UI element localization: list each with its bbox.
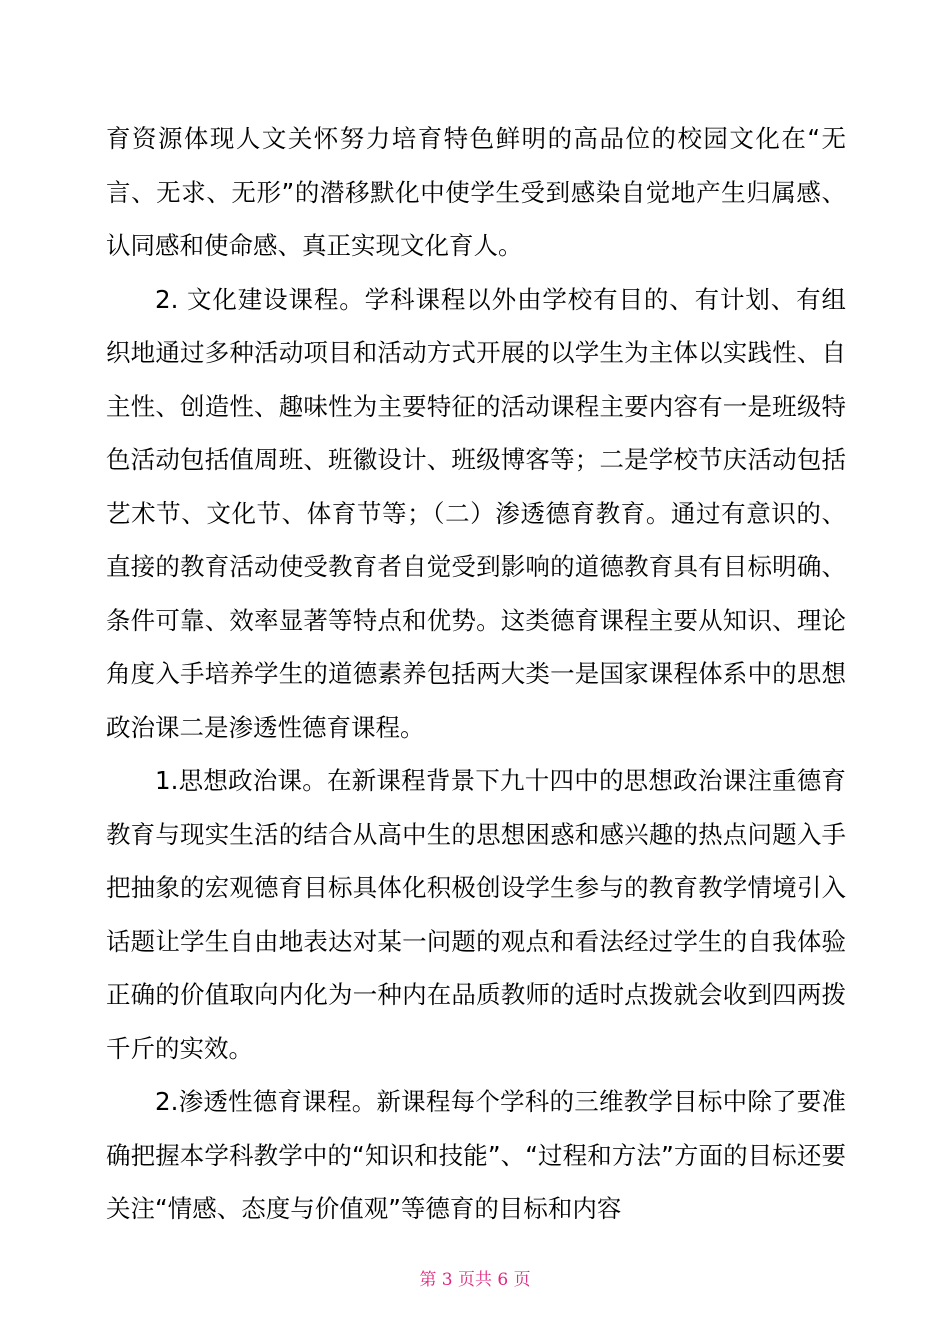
paragraph-2: 2. 文化建设课程。学科课程以外由学校有目的、有计划、有组织地通过多种活动项目和活动方式开展的以学生为主体以实践性、自主性、创造性、趣味性为主要特征的活动课程主要内容有一是班级特色活动包括值周班、班徽设计、班级博客等；二是学校节庆活动包括艺术节、文化节、体育节等；（二）渗透德育教育。通过有意识的、直接的教育活动使受教育者自觉受到影响的道德教育具有目标明确、条件可靠、效率显著等特点和优势。这类德育课程主要从知识、理论角度入手培养学生的道德素养包括两大类一是国家课程体系中的思想政治课二是渗透性德育课程。 <box>106 284 846 742</box>
paragraph-4: 2.渗透性德育课程。新课程每个学科的三维教学目标中除了要准确把握本学科教学中的“知识和技能”、“过程和方法”方面的目标还要关注“情感、态度与价值观”等德育的目标和内容 <box>106 1087 846 1223</box>
paragraph-3: 1.思想政治课。在新课程背景下九十四中的思想政治课注重德育教育与现实生活的结合从高中生的思想困惑和感兴趣的热点问题入手把抽象的宏观德育目标具体化积极创设学生参与的教育教学情境引入话题让学生自由地表达对某一问题的观点和看法经过学生的自我体验正确的价值取向内化为一种内在品质教师的适时点拨就会收到四两拨千斤的实效。 <box>106 766 846 1063</box>
document-body <box>106 112 846 1236</box>
paragraph-1: 育资源体现人文关怀努力培育特色鲜明的高品位的校园文化在“无言、无求、无形”的潜移默化中使学生受到感染自觉地产生归属感、认同感和使命感、真正实现文化育人。 <box>106 124 846 260</box>
page-number-footer: 第 3 页共 6 页 <box>419 1270 531 1290</box>
